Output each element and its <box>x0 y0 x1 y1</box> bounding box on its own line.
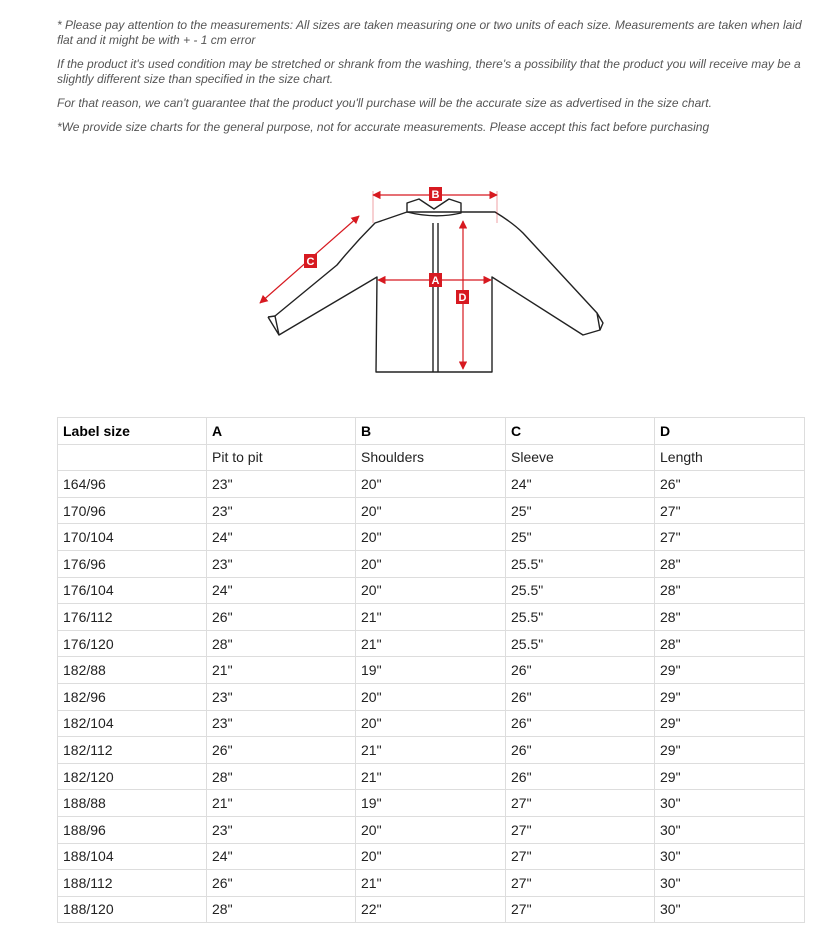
header-a: A <box>207 418 356 445</box>
jacket-diagram-svg <box>255 183 615 383</box>
table-row <box>58 843 805 870</box>
table-row <box>58 524 805 551</box>
table-row <box>58 630 805 657</box>
cell-sleeve: 26" <box>506 683 655 710</box>
table-row <box>58 896 805 923</box>
subheader-label-size <box>58 444 207 471</box>
header-label-size: Label size <box>58 418 207 445</box>
cell-pit-to-pit: 21" <box>207 657 356 684</box>
label-d: D <box>458 292 467 304</box>
jacket-collar <box>407 199 461 216</box>
cell-length: 29" <box>655 683 805 710</box>
cell-sleeve: 25.5" <box>506 604 655 631</box>
subheader-shoulders: Shoulders <box>356 444 506 471</box>
cell-length: 30" <box>655 843 805 870</box>
note-general-purpose: *We provide size charts for the general purpose, not for accurate measurements. Please accept this fact before purchasing <box>57 120 710 134</box>
header-c: C <box>506 418 655 445</box>
cell-length: 26" <box>655 471 805 498</box>
table-row <box>58 737 805 764</box>
cell-shoulders: 20" <box>356 816 506 843</box>
cell-label-size: 182/112 <box>58 737 207 764</box>
table-row <box>58 870 805 897</box>
table-row <box>58 577 805 604</box>
label-b: B <box>431 189 440 201</box>
cell-length: 30" <box>655 896 805 923</box>
cell-pit-to-pit: 23" <box>207 497 356 524</box>
cell-shoulders: 22" <box>356 896 506 923</box>
cell-length: 29" <box>655 737 805 764</box>
cell-label-size: 164/96 <box>58 471 207 498</box>
cell-sleeve: 25" <box>506 524 655 551</box>
subheader-length: Length <box>655 444 805 471</box>
jacket-measurement-diagram <box>255 183 615 383</box>
cell-sleeve: 27" <box>506 896 655 923</box>
cell-pit-to-pit: 28" <box>207 896 356 923</box>
cell-length: 28" <box>655 550 805 577</box>
label-c: C <box>306 256 315 268</box>
cell-sleeve: 27" <box>506 790 655 817</box>
cell-label-size: 188/120 <box>58 896 207 923</box>
table-row <box>58 763 805 790</box>
cell-shoulders: 19" <box>356 657 506 684</box>
cell-shoulders: 20" <box>356 497 506 524</box>
cell-pit-to-pit: 23" <box>207 710 356 737</box>
cell-pit-to-pit: 26" <box>207 604 356 631</box>
cell-pit-to-pit: 23" <box>207 816 356 843</box>
table-subheader-row <box>58 444 805 471</box>
cell-label-size: 188/112 <box>58 870 207 897</box>
cell-pit-to-pit: 28" <box>207 630 356 657</box>
cell-pit-to-pit: 21" <box>207 790 356 817</box>
cell-length: 28" <box>655 630 805 657</box>
table-row <box>58 683 805 710</box>
cell-shoulders: 20" <box>356 710 506 737</box>
cell-shoulders: 20" <box>356 843 506 870</box>
cell-shoulders: 20" <box>356 550 506 577</box>
cell-sleeve: 27" <box>506 843 655 870</box>
cell-sleeve: 26" <box>506 710 655 737</box>
cell-length: 28" <box>655 604 805 631</box>
cell-label-size: 182/96 <box>58 683 207 710</box>
cell-label-size: 176/112 <box>58 604 207 631</box>
cell-pit-to-pit: 23" <box>207 550 356 577</box>
cell-shoulders: 21" <box>356 737 506 764</box>
cell-shoulders: 20" <box>356 524 506 551</box>
cell-pit-to-pit: 24" <box>207 843 356 870</box>
note-no-guarantee: For that reason, we can't guarantee that the product you'll purchase will be the accurate size as advertised in the size chart. <box>57 96 712 110</box>
cell-label-size: 170/104 <box>58 524 207 551</box>
cell-label-size: 176/96 <box>58 550 207 577</box>
cell-length: 27" <box>655 497 805 524</box>
cell-label-size: 182/104 <box>58 710 207 737</box>
cell-sleeve: 25.5" <box>506 630 655 657</box>
cell-sleeve: 26" <box>506 657 655 684</box>
cell-length: 30" <box>655 870 805 897</box>
cell-pit-to-pit: 26" <box>207 737 356 764</box>
cell-sleeve: 24" <box>506 471 655 498</box>
cell-sleeve: 27" <box>506 870 655 897</box>
table-row <box>58 657 805 684</box>
table-row <box>58 497 805 524</box>
cell-sleeve: 26" <box>506 763 655 790</box>
note-used-condition: If the product it's used condition may be stretched or shrank from the washing, there's a possibility that the product you will receive may be a slightly different size than specified in the size chart. <box>57 57 801 86</box>
cell-length: 27" <box>655 524 805 551</box>
cell-label-size: 176/104 <box>58 577 207 604</box>
cell-length: 29" <box>655 657 805 684</box>
cell-label-size: 182/88 <box>58 657 207 684</box>
measurement-labels <box>304 187 469 304</box>
table-row <box>58 710 805 737</box>
cell-label-size: 188/96 <box>58 816 207 843</box>
subheader-sleeve: Sleeve <box>506 444 655 471</box>
subheader-pit-to-pit: Pit to pit <box>207 444 356 471</box>
cell-label-size: 188/88 <box>58 790 207 817</box>
cell-length: 30" <box>655 816 805 843</box>
cell-pit-to-pit: 23" <box>207 471 356 498</box>
cell-sleeve: 27" <box>506 816 655 843</box>
table-row <box>58 471 805 498</box>
cell-label-size: 170/96 <box>58 497 207 524</box>
cell-shoulders: 20" <box>356 471 506 498</box>
note-measurements: * Please pay attention to the measurements: All sizes are taken measuring one or two units of each size. Measurements are taken when laid flat and it might be with + - 1 cm error <box>57 18 802 47</box>
cell-sleeve: 25" <box>506 497 655 524</box>
cell-shoulders: 21" <box>356 870 506 897</box>
jacket-placket <box>433 223 438 372</box>
cell-shoulders: 21" <box>356 604 506 631</box>
cell-length: 29" <box>655 763 805 790</box>
cell-label-size: 176/120 <box>58 630 207 657</box>
cell-shoulders: 20" <box>356 577 506 604</box>
cell-pit-to-pit: 24" <box>207 577 356 604</box>
cell-shoulders: 21" <box>356 630 506 657</box>
cell-label-size: 188/104 <box>58 843 207 870</box>
cell-pit-to-pit: 28" <box>207 763 356 790</box>
cell-label-size: 182/120 <box>58 763 207 790</box>
size-notes <box>57 18 807 144</box>
table-row <box>58 550 805 577</box>
cell-pit-to-pit: 23" <box>207 683 356 710</box>
header-d: D <box>655 418 805 445</box>
cell-shoulders: 21" <box>356 763 506 790</box>
table-row <box>58 790 805 817</box>
label-a: A <box>431 275 440 287</box>
cell-length: 28" <box>655 577 805 604</box>
cell-sleeve: 25.5" <box>506 577 655 604</box>
cell-length: 30" <box>655 790 805 817</box>
cell-pit-to-pit: 24" <box>207 524 356 551</box>
cell-shoulders: 20" <box>356 683 506 710</box>
cell-sleeve: 25.5" <box>506 550 655 577</box>
cell-pit-to-pit: 26" <box>207 870 356 897</box>
cell-sleeve: 26" <box>506 737 655 764</box>
header-b: B <box>356 418 506 445</box>
size-chart-body <box>58 418 805 923</box>
table-row <box>58 604 805 631</box>
table-header-row <box>58 418 805 445</box>
size-chart-table <box>57 417 805 923</box>
table-row <box>58 816 805 843</box>
cell-length: 29" <box>655 710 805 737</box>
cell-shoulders: 19" <box>356 790 506 817</box>
